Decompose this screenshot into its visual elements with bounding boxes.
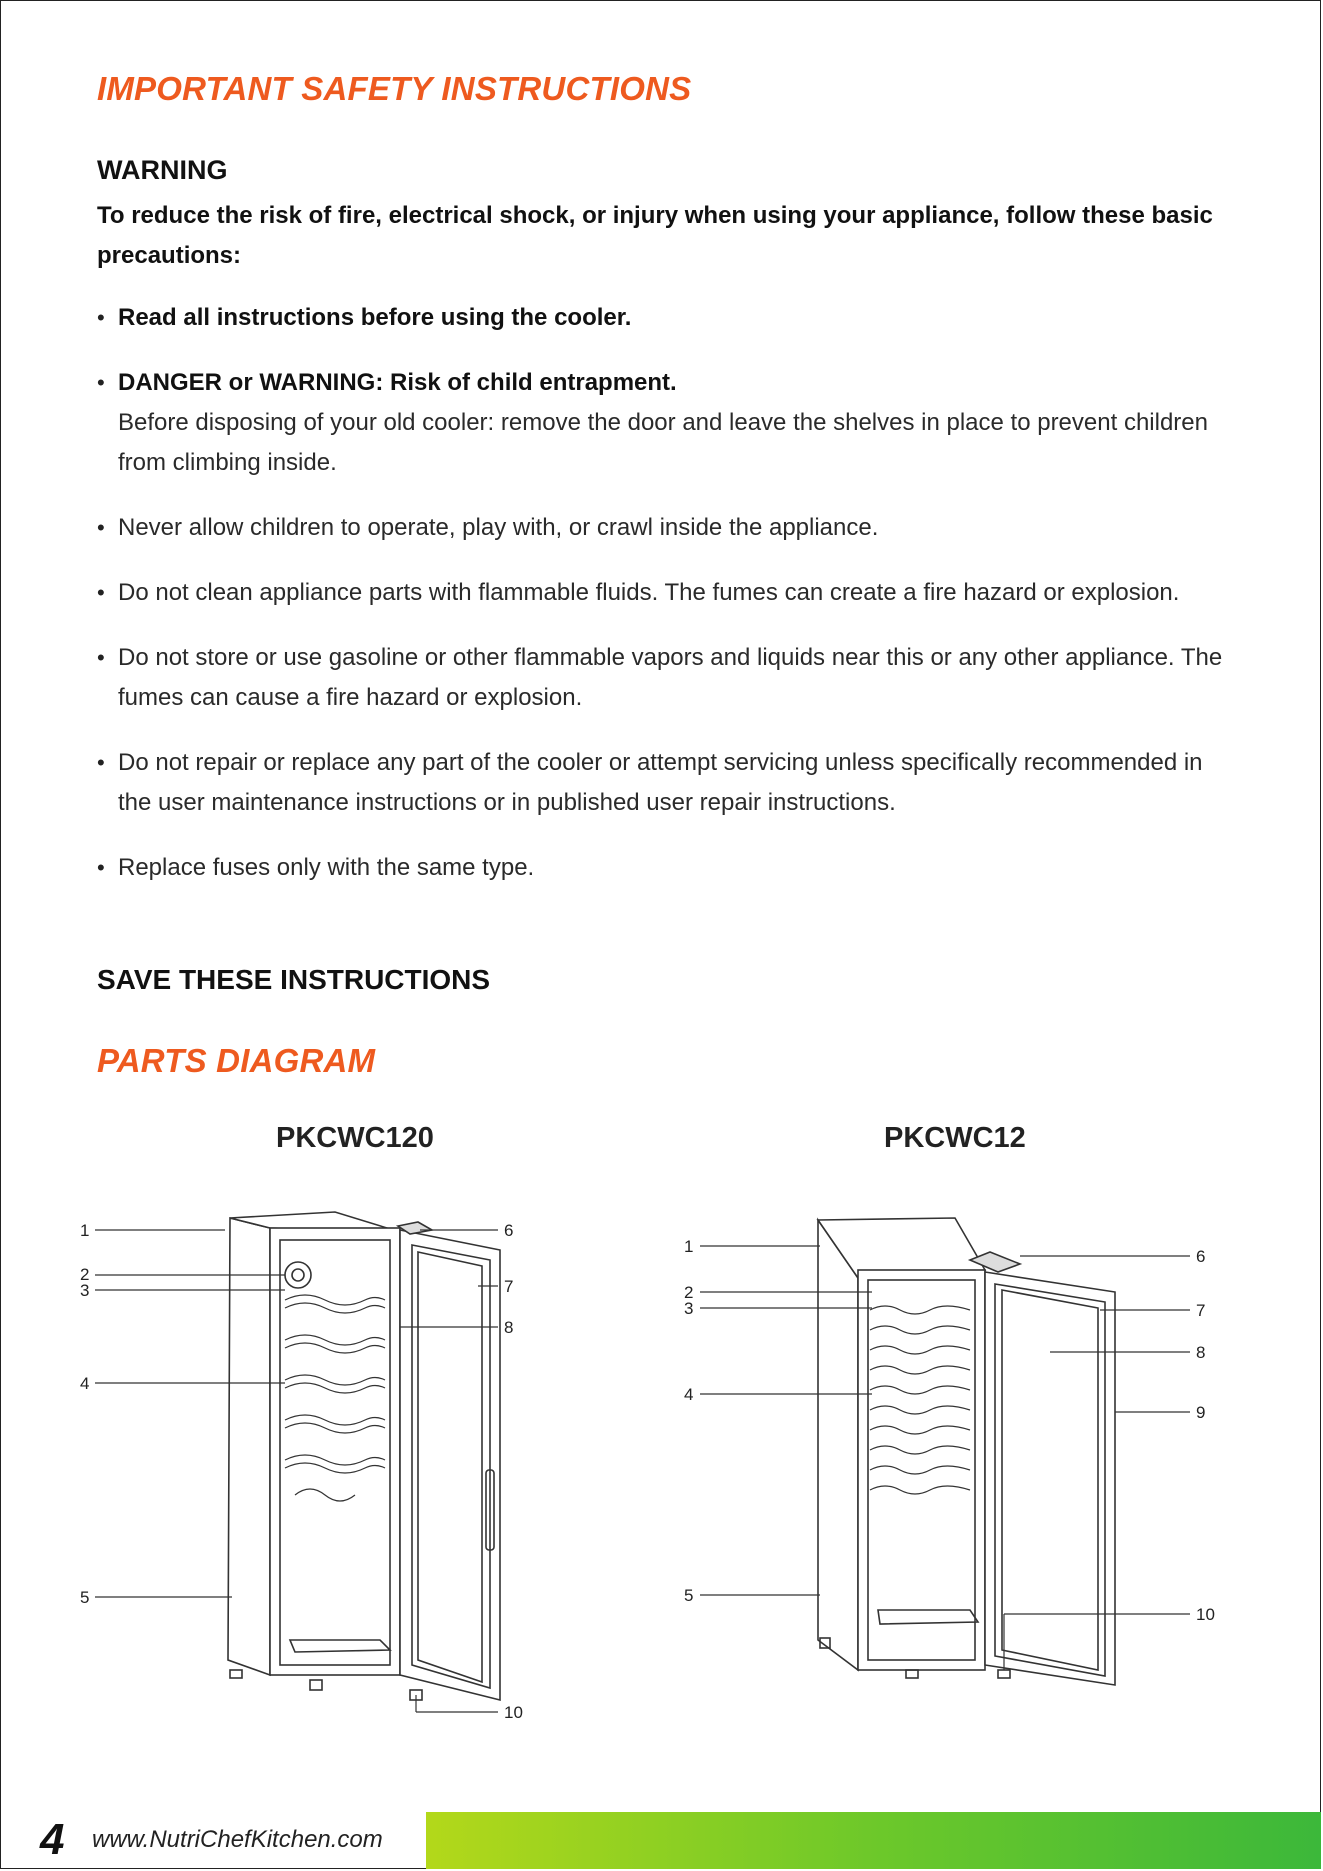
callout-label: 6 xyxy=(504,1221,514,1240)
safety-rule: • Replace fuses only with the same type. xyxy=(97,848,1237,888)
page-number: 4 xyxy=(40,1815,65,1864)
safety-rule: • DANGER or WARNING: Risk of child entrapment. Before disposing of your old cooler: remove the door and leave the shelves in place to prevent children from climbing inside. xyxy=(97,363,1237,483)
parts-heading: PARTS DIAGRAM xyxy=(97,1042,376,1079)
callout-label: 3 xyxy=(80,1281,90,1300)
footer-color-bar xyxy=(426,1812,1321,1869)
callout-label: 5 xyxy=(80,1588,90,1607)
safety-rule: • Never allow children to operate, play with, or crawl inside the appliance. xyxy=(97,508,1237,548)
callout-label: 10 xyxy=(1196,1605,1215,1624)
parts-diagram-pkcwc12 xyxy=(680,1200,1240,1720)
callout-label: 8 xyxy=(1196,1343,1206,1362)
callout-label: 6 xyxy=(1196,1247,1206,1266)
callout-label: 10 xyxy=(504,1703,523,1720)
safety-rule: • Do not store or use gasoline or other flammable vapors and liquids near this or any other appliance. The fumes can cause a fire hazard or explosion. xyxy=(97,638,1237,718)
callout-label: 5 xyxy=(684,1586,694,1605)
safety-rule: • Do not repair or replace any part of the cooler or attempt servicing unless specifically recommended in the user maintenance instructions or in published user repair instructions. xyxy=(97,743,1237,823)
warning-intro: To reduce the risk of fire, electrical shock, or injury when using your appliance, follow these basic precautions: xyxy=(97,202,1213,269)
website-link[interactable]: www.NutriChefKitchen.com xyxy=(92,1826,383,1853)
model-name-pkcwc120: PKCWC120 xyxy=(276,1122,434,1154)
warning-title: WARNING xyxy=(97,155,228,185)
callout-label: 9 xyxy=(1196,1403,1206,1422)
callout-label: 7 xyxy=(1196,1301,1206,1320)
callout-label: 8 xyxy=(504,1318,514,1337)
callout-label: 1 xyxy=(684,1237,694,1256)
callout-label: 4 xyxy=(684,1385,694,1404)
safety-rule: • Read all instructions before using the cooler. xyxy=(97,298,1237,338)
safety-rules-list xyxy=(97,298,1237,913)
callout-label: 1 xyxy=(80,1221,90,1240)
callout-label: 3 xyxy=(684,1299,694,1318)
callout-label: 2 xyxy=(80,1265,90,1284)
callout-label: 2 xyxy=(684,1283,694,1302)
save-instructions: SAVE THESE INSTRUCTIONS xyxy=(97,964,491,995)
callout-label: 4 xyxy=(80,1374,90,1393)
safety-rule: • Do not clean appliance parts with flammable fluids. The fumes can create a fire hazard or explosion. xyxy=(97,573,1237,613)
safety-heading: IMPORTANT SAFETY INSTRUCTIONS xyxy=(97,70,692,107)
parts-diagram-pkcwc120 xyxy=(80,1200,640,1720)
callout-label: 7 xyxy=(504,1277,514,1296)
model-name-pkcwc12: PKCWC12 xyxy=(884,1122,1026,1154)
